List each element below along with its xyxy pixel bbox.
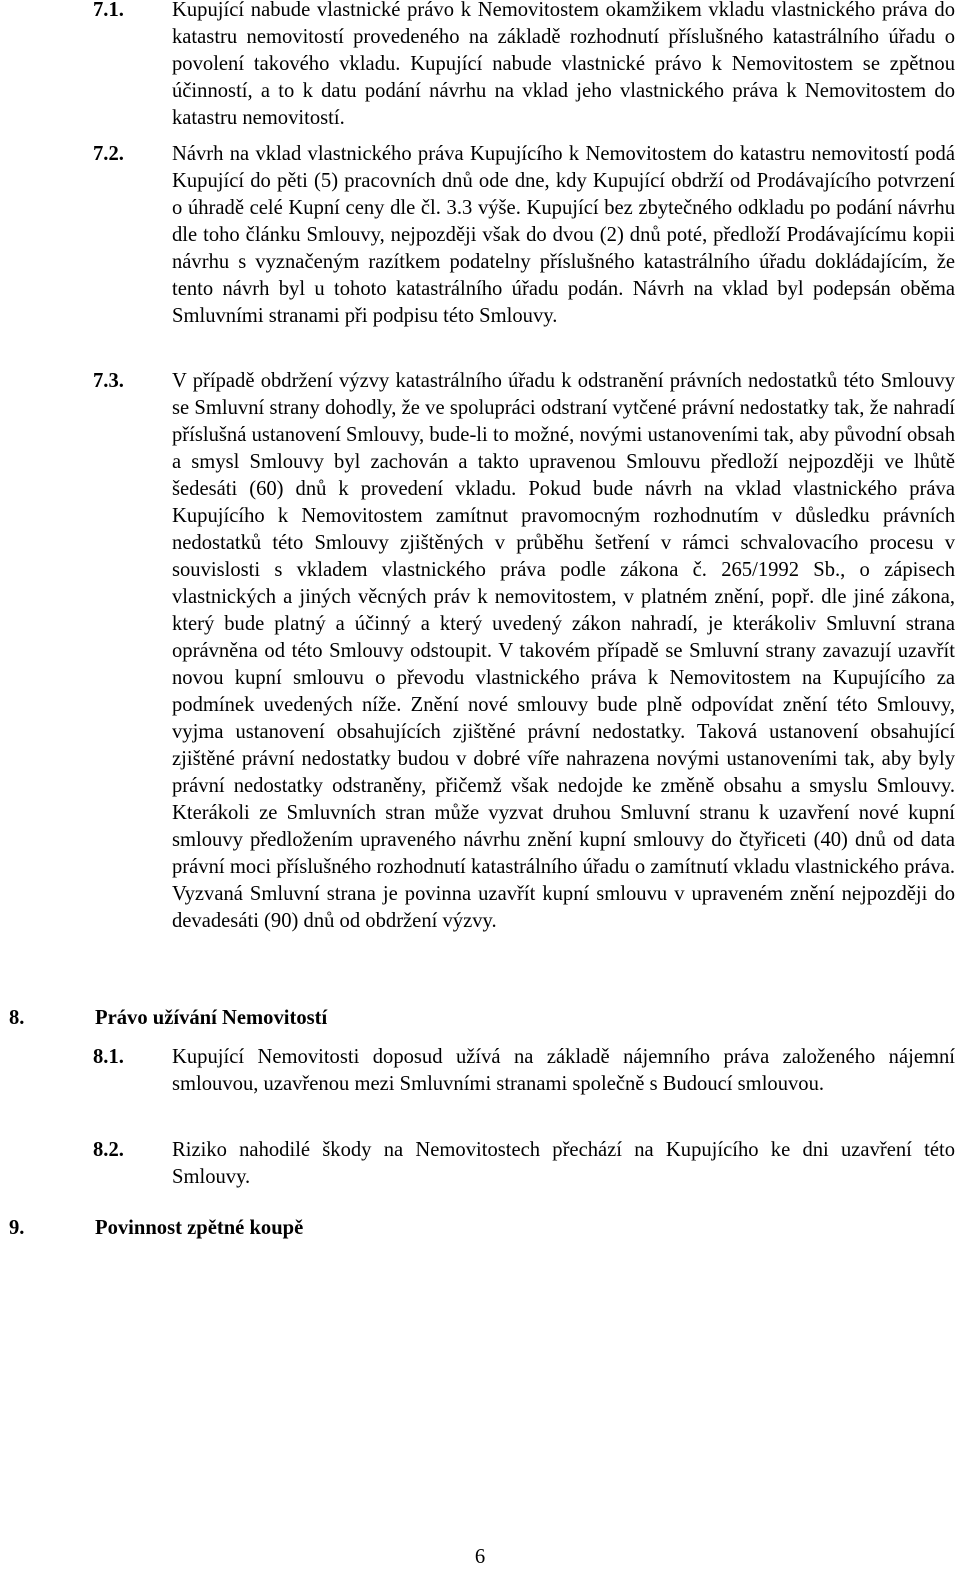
- page-number: 6: [474, 1546, 486, 1568]
- section-title: Právo užívání Nemovitostí: [95, 1007, 328, 1029]
- section-heading-9: [9, 1215, 303, 1242]
- clause-8-2: [93, 1137, 955, 1191]
- section-title: Povinnost zpětné koupě: [95, 1217, 304, 1239]
- clause-number: 8.2.: [93, 1139, 124, 1161]
- clause-7-3: [93, 368, 955, 935]
- clause-number: 7.3.: [93, 370, 124, 392]
- clause-number: 7.2.: [93, 143, 124, 165]
- section-heading-8: [9, 1005, 327, 1032]
- clause-text: Kupující Nemovitosti doposud užívá na základě nájemního práva založeného nájemní smlouvou, uzavřenou mezi Smluvními stranami společně s Budoucí smlouvou.: [172, 1046, 955, 1095]
- clause-text: Riziko nahodilé škody na Nemovitostech přechází na Kupujícího ke dni uzavření této Smlouvy.: [172, 1139, 955, 1188]
- clause-text: V případě obdržení výzvy katastrálního úřadu k odstranění právních nedostatků této Smlouvy se Smluvní strany dohodly, že ve spolupráci odstraní vytčené právní nedostatky tak, že nahradí příslušná ustanovení Smlouvy, bude-li to možné, novými ustanoveními tak, aby původní obsah a smysl Smlouvy byl zachován a takto upravenou Smlouvu předloží nejpozději ve lhůtě šedesáti (60) dnů k provedení vkladu. Pokud bude návrh na vklad vlastnického práva Kupujícího k Nemovitostem zamítnut pravomocným rozhodnutím v důsledku právních nedostatků této Smlouvy zjištěných v průběhu šetření v rámci schvalovacího procesu v souvislosti s vkladem vlastnického práva podle zákona č. 265/1992 Sb., o zápisech vlastnických a jiných věcných práv k nemovitostem, v platném znění, popř. dle jiné zákona, který bude platný a účinný a který uvedený zákon nahradí, je kterákoliv Smluvní strana oprávněna od této Smlouvy odstoupit. V takovém případě se Smluvní strany zavazují uzavřít novou kupní smlouvu o převodu vlastnického práva k Nemovitostem na Kupujícího za podmínek uvedených níže. Znění nové smlouvy bude plně odpovídat znění této Smlouvy, vyjma ustanovení obsahujících zjištěné právní nedostatky. Taková ustanovení obsahující zjištěné právní nedostatky budou v dobré víře nahrazena novými ustanoveními tak, aby byly právní nedostatky odstraněny, přičemž však nedojde ke změně obsahu a smyslu Smlouvy. Kterákoli ze Smluvních stran může vyzvat druhou Smluvní stranu k uzavření nové kupní smlouvy předložením upraveného návrhu znění kupní smlouvy do čtyřiceti (40) dnů od data právní moci příslušného rozhodnutí katastrálního úřadu o zamítnutí vkladu vlastnického práva. Vyzvaná Smluvní strana je povinna uzavřít kupní smlouvu v upraveném znění nejpozději do devadesáti (90) dnů od obdržení výzvy.: [172, 370, 955, 932]
- section-number: 8.: [9, 1007, 25, 1029]
- clause-7-2: [93, 141, 955, 330]
- clause-number: 8.1.: [93, 1046, 124, 1068]
- clause-text: Kupující nabude vlastnické právo k Nemovitostem okamžikem vkladu vlastnického práva do katastru nemovitostí provedeného na základě rozhodnutí příslušného katastrálního úřadu o povolení takového vkladu. Kupující nabude vlastnické právo k Nemovitostem se zpětnou účinností, a to k datu podání návrhu na vklad jeho vlastnického práva k Nemovitostem do katastru nemovitostí.: [172, 0, 955, 129]
- section-number: 9.: [9, 1217, 25, 1239]
- clause-7-1: [93, 0, 955, 132]
- clause-text: Návrh na vklad vlastnického práva Kupujícího k Nemovitostem do katastru nemovitostí podá Kupující do pěti (5) pracovních dnů ode dne, kdy Kupující obdrží od Prodávajícího potvrzení o úhradě celé Kupní ceny dle čl. 3.3 výše. Kupující bez zbytečného odkladu po podání návrhu dle toho článku Smlouvy, nejpozději však do dvou (2) dnů poté, předloží Prodávajícímu kopii návrhu s vyznačeným razítkem podatelny příslušného katastrálního úřadu dokládajícím, že tento návrh byl u tohoto katastrálního úřadu podán. Návrh na vklad byl podepsán oběma Smluvními stranami při podpisu této Smlouvy.: [172, 143, 955, 327]
- clause-number: 7.1.: [93, 0, 124, 21]
- clause-8-1: [93, 1044, 955, 1098]
